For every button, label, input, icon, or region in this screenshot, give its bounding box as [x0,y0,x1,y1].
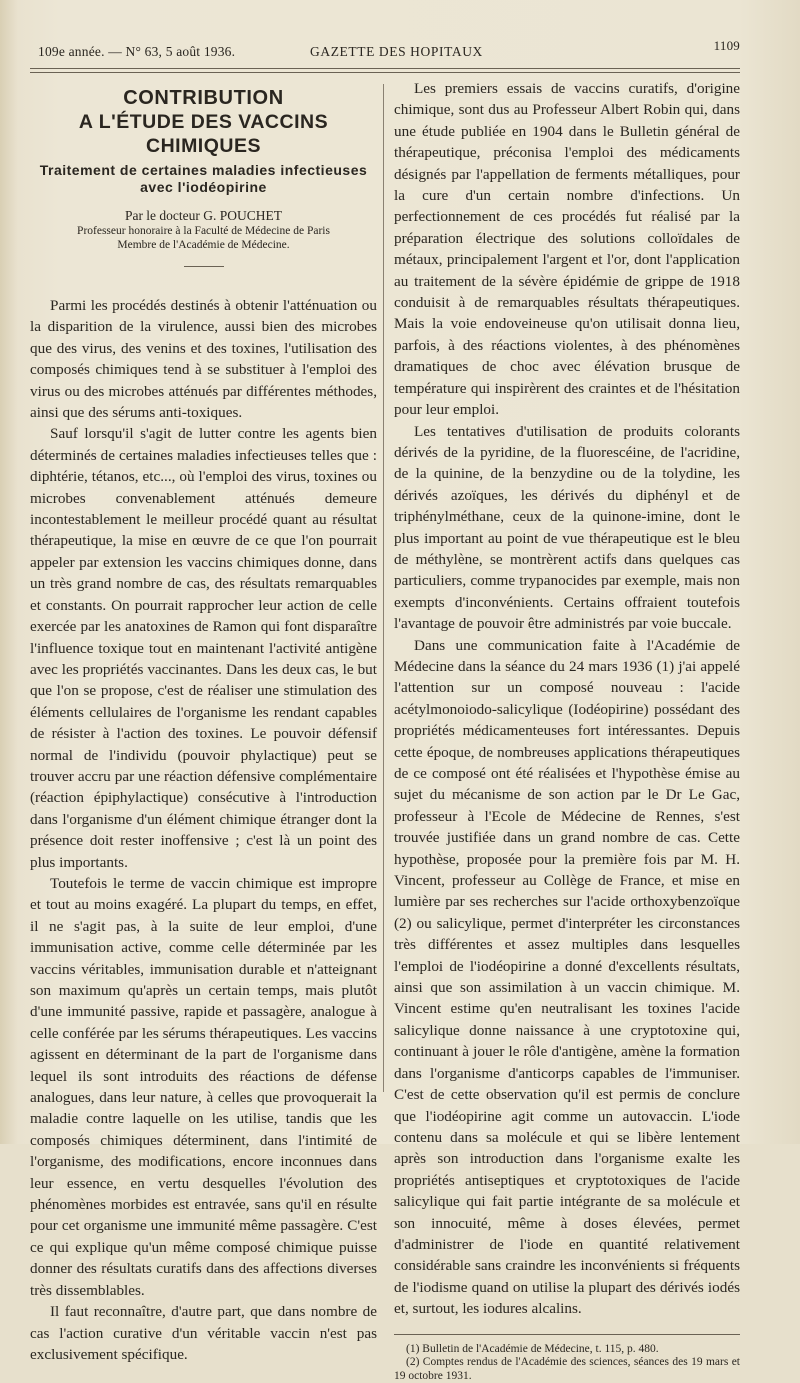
article-subtitle-line2: avec l'iodéopirine [140,179,267,195]
header-rule-top [30,68,740,69]
page-header [38,38,740,66]
page-number: 1109 [713,38,740,53]
right-column [394,78,740,1383]
left-column [30,78,377,1365]
body-paragraph: Les premiers essais de vaccins curatifs, d'origine chimique, sont dus au Professeur Albert Robin qui, dans une étude publiée en 1904 dans le Bulletin général de thérapeutique, préconisa l'emploi des médicaments désignés par l'appellation de ferments métalliques, pour la cure d'un certain nombre d'infections. Un perfectionnement de ces procédés fut réalisé par la préparation électrique des solutions colloïdales de métaux, principalement l'argent et l'or, dont l'application au traitement de la sévère épidémie de grippe de 1918 conduisit à de remarquables résultats thérapeutiques. Mais la voie endoveineuse qu'on utilisait donna lieu, parfois, à des réactions violentes, à des phénomènes dramatiques de choc avec élévation brusque de température qui inspirèrent des craintes et de l'hésitation pour leur emploi. [394,80,740,419]
article-title-line1: CONTRIBUTION [123,87,284,109]
header-rule-bottom [30,72,740,73]
author-affiliation-2: Membre de l'Académie de Médecine. [117,239,290,251]
footnote-1: (1) Bulletin de l'Académie de Médecine, t. 115, p. 480. [406,1342,659,1355]
body-paragraph: Les tentatives d'utilisation de produits colorants dérivés de la pyridine, de la fluorescéine, de l'acridine, de la quinine, de la benzydine ou de la tolydine, les dérivés azoïques, les dérivés du diphényl et de triphénylméthane, ceux de la quinone-imine, dont le plus important au point de vue thérapeutique est le bleu de méthylène, se montrèrent actifs dans quelques cas particuliers, comme trypanocides par exemple, mais non exempts d'inconvénients. Certains offraient toutefois l'avantage de pouvoir être administrés par voie buccale. [394,422,740,633]
journal-name: GAZETTE DES HOPITAUX [310,44,483,59]
body-paragraph: Il faut reconnaître, d'autre part, que dans nombre de cas l'action curative d'un véritable vaccin n'est pas exclusivement spécifique. [30,1303,377,1363]
body-paragraph: Parmi les procédés destinés à obtenir l'atténuation ou la disparition de la virulence, aussi bien des microbes que des virus, des venins et des toxines, l'utilisation des composés chimiques tend à se substituer à l'emploi des virus ou des microbes atténués par différentes méthodes, ainsi que des sérums anti-toxiques. [30,297,377,422]
author-affiliation-1: Professeur honoraire à la Faculté de Médecine de Paris [77,225,330,237]
footnote-2: (2) Comptes rendus de l'Académie des sciences, séances des 19 mars et 19 octobre 1931. [394,1356,740,1382]
title-separator [184,266,224,267]
footnote-rule [394,1334,740,1335]
body-paragraph: Dans une communication faite à l'Académie de Médecine dans la séance du 24 mars 1936 (1) j'ai appelé l'attention sur un composé nouveau : l'acide acétylmonoiodo-salicylique (Iodéopirine) possédant des propriétés médicamenteuses fort intéressantes. Depuis cette époque, de nombreuses applications thérapeutiques de ce composé ont été réalisées et l'hypothèse émise au sujet du mécanisme de son action par le Dr Le Gac, professeur à l'Ecole de Médecine de Rennes, s'est trouvée justifiée dans un grand nombre de cas. Cette hypothèse, proposée pour la première fois par M. H. Vincent, professeur au Collège de France, et mise en lumière par ses recherches sur l'acide orthoxybenzoïque (2) ou salicylique, permet d'interpréter les circonstances très différentes et assez multiples dans lesquelles l'emploi de l'iodéopirine a donné d'excellents résultats, ainsi que son assimilation à un vaccin chimique. M. Vincent estime qu'en neutralisant les toxines l'acide salicylique donne naissance à une cryptotoxine qui, continuant à jouer le rôle d'antigène, amène la formation dans l'organisme d'anticorps capables de l'immuniser. C'est de cette observation qu'il est permis de conclure que l'iodéopirine agit comme un autovaccin. L'iode contenu dans sa molécule et qui se libère lentement après son introduction dans l'organisme exalte les propriétés antiseptiques et cryptotoxiques de l'acide salicylique qui fait partie intégrante de sa molécule et son innocuité, même à doses élevées, permet d'administrer de l'iode en quantité relativement considérable sans craindre les inconvénients si fréquents de l'iodisme quand on utilise la plupart des dérivés iodés et, surtout, les iodures alcalins. [394,636,740,1318]
article-title-line2: A L'ÉTUDE DES VACCINS CHIMIQUES [78,111,329,157]
body-paragraph: Sauf lorsqu'il s'agit de lutter contre les agents bien déterminés de certaines maladies infectieuses telles que : diphtérie, tétanos, etc..., où l'emploi des virus, toxines ou microbes convenablement atténués demeure incontestablement le meilleur procédé quant au résultat thérapeutique, la mise en œuvre de ce que l'on pourrait appeler par extension les vaccins chimiques donne, dans un très grand nombre de cas, des résultats remarquables et constants. On pourrait rapprocher leur action de celle exercée par les anatoxines de Ramon qui font disparaître l'influence toxique tout en maintenant l'activité antigène avec les propriétés vaccinantes. Dans les deux cas, le but que l'on se propose, c'est de réaliser une stimulation des éléments cellulaires de l'organisme les rendant capables de résister à l'action des toxines. Le pouvoir défensif normal de l'individu (pouvoir phylactique) peut se trouver accru par une réaction défensive complémentaire (réaction épiphylactique) consécutive à l'introduction dans l'organisme d'un élément chimique étranger dont la présence doit rester inoffensive ; c'est là un point des plus importants. [30,425,377,871]
author-line: Par le docteur G. POUCHET [124,208,283,223]
body-paragraph: Toutefois le terme de vaccin chimique est impropre et tout au moins exagéré. La plupart du temps, en effet, il ne s'agit pas, à la suite de leur emploi, d'une immunisation active, comme celle déterminée par les vaccins véritables, immunisation durable et n'atteignant son maximum qu'après un certain temps, mais plutôt d'une immunité passive, rapide et passagère, analogue à celle conférée par les sérums thérapeutiques. Les vaccins agissent en déterminant de la part de l'organisme dans lequel ils sont introduits des réactions de défense analogues, dans leur nature, à celles que provoquerait la maladie contre laquelle on les utilise, tandis que les composés chimiques déterminent, dans l'intimité de l'organisme, des modifications, encore inconnues dans leur essence, en vertu desquelles l'évolution des phénomènes morbides est entravée, sans qu'il en résulte pour cet organisme une immunité même passagère. C'est ce qui explique qu'un même composé chimique puisse donner des résultats curatifs dans des affections diverses très dissemblables. [30,874,377,1299]
column-divider [383,84,384,1092]
article-subtitle-line1: Traitement de certaines maladies infectieuses [39,162,368,178]
issue-info: 109e année. — N° 63, 5 août 1936. [38,44,236,59]
